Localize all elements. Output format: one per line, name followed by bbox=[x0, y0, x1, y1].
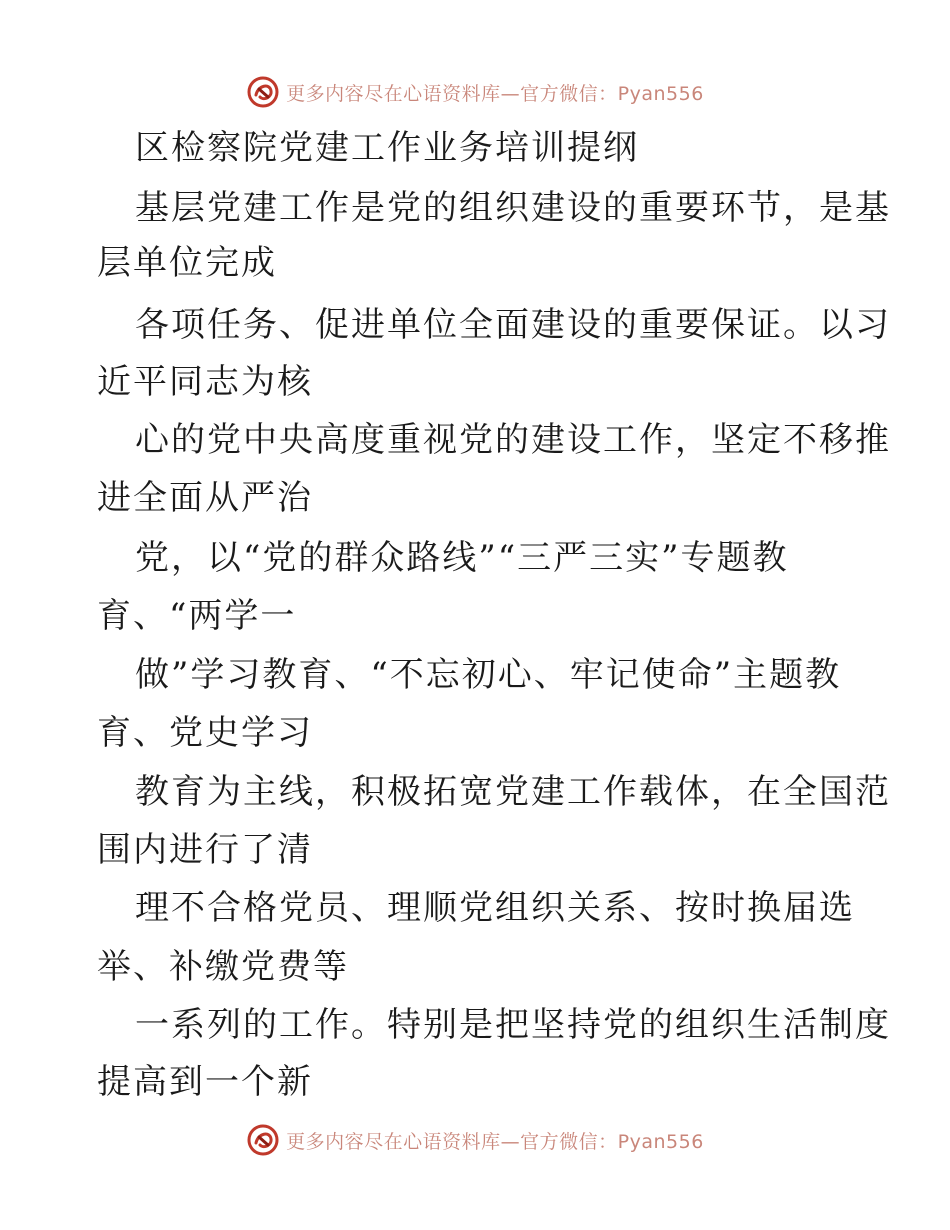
paragraph-line: 举、补缴党费等 bbox=[97, 947, 349, 987]
paragraph-line: 党，以“党的群众路线”“三严三实”专题教 bbox=[135, 538, 789, 578]
paragraph-line: 育、“两学一 bbox=[97, 596, 297, 636]
footer-watermark bbox=[0, 1118, 950, 1162]
paragraph-line: 近平同志为核 bbox=[97, 362, 313, 402]
paragraph-line: 理不合格党员、理顺党组织关系、按时换届选 bbox=[135, 888, 855, 928]
header-watermark bbox=[0, 70, 950, 114]
paragraph-line: 围内进行了清 bbox=[97, 830, 313, 870]
paragraph-line: 心的党中央高度重视党的建设工作，坚定不移推 bbox=[135, 420, 891, 460]
paragraph-line: 进全面从严治 bbox=[97, 478, 313, 518]
document-title: 区检察院党建工作业务培训提纲 bbox=[135, 128, 639, 168]
paragraph-line: 教育为主线，积极拓宽党建工作载体，在全国范 bbox=[135, 772, 891, 812]
swirl-logo-icon bbox=[246, 1123, 280, 1157]
paragraph-line: 做”学习教育、“不忘初心、牢记使命”主题教 bbox=[135, 655, 842, 695]
paragraph-line: 育、党史学习 bbox=[97, 713, 313, 753]
paragraph-line: 各项任务、促进单位全面建设的重要保证。以习 bbox=[135, 305, 891, 345]
watermark-text: 更多内容尽在心语资料库—官方微信：Pyan556 bbox=[286, 82, 704, 105]
watermark-text: 更多内容尽在心语资料库—官方微信：Pyan556 bbox=[286, 1130, 704, 1153]
paragraph-line: 基层党建工作是党的组织建设的重要环节，是基 bbox=[135, 188, 891, 228]
paragraph-line: 一系列的工作。特别是把坚持党的组织生活制度 bbox=[135, 1005, 891, 1045]
swirl-logo-icon bbox=[246, 75, 280, 109]
paragraph-line: 提高到一个新 bbox=[97, 1062, 313, 1102]
paragraph-line: 层单位完成 bbox=[97, 243, 277, 283]
